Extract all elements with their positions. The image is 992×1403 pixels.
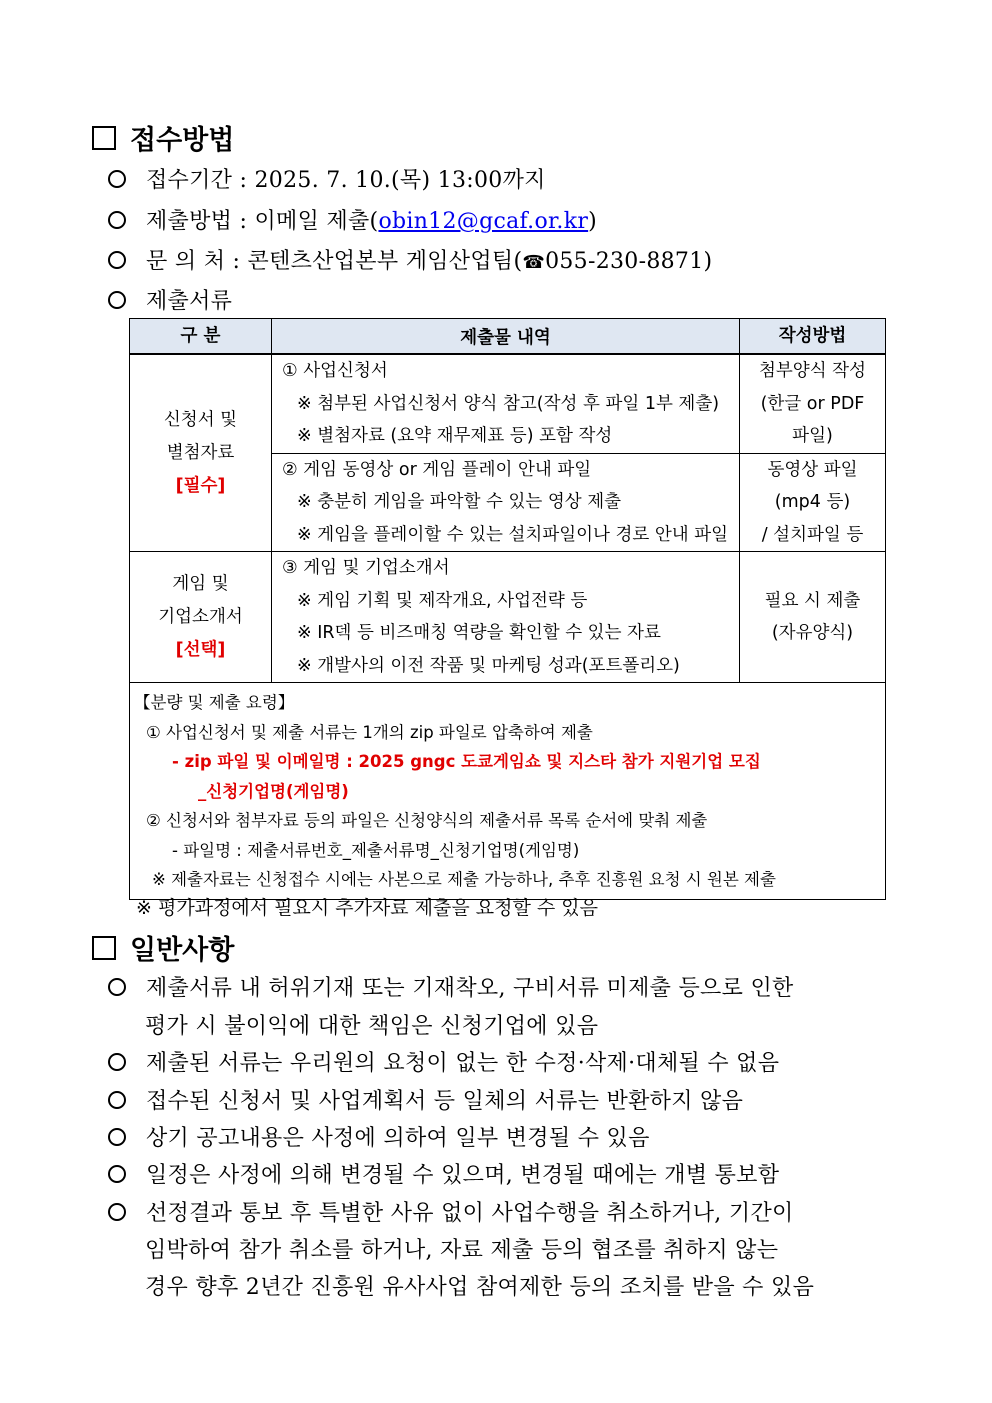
table-row <box>130 683 886 900</box>
circle-bullet-icon <box>108 211 126 229</box>
submission-period: 접수기간 : 2025. 7. 10.(목) 13:00까지 <box>108 163 546 194</box>
required-tag: [필수] <box>175 475 226 496</box>
submission-guidelines: 【분량 및 제출 요령】 ① 사업신청서 및 제출 서류는 1개의 zip 파일로 압축하여 제출 - zip 파일 및 이메일명 : 2025 gngc 도쿄게임쇼 및 지스타 참가 지원기업 모집 _신청기업명(게임명) ② 신청서와 첨부자료 등의 파일은 신청양식의 제출서류 목록 순서에 맞춰 제출 - 파일명 : 제출서류번호_제출서류명_신청기업명(게임명) ※ 제출자료는 신청접수 시에는 사본으로 제출 가능하나, 추후 진흥원 요청 시 원본 제출 <box>130 683 886 900</box>
section-title-text: 접수방법 <box>130 125 235 156</box>
section-title-submission <box>92 118 234 157</box>
general-item: 접수된 신청서 및 사업계획서 등 일체의 서류는 반환하지 않음 <box>108 1084 743 1115</box>
item-game-video: ② 게임 동영상 or 게임 플레이 안내 파일 ※ 충분히 게임을 파악할 수 있는 영상 제출 ※ 게임을 플레이할 수 있는 설치파일이나 경로 안내 파일 <box>272 453 740 552</box>
guidelines-heading: 【분량 및 제출 요령】 <box>134 693 295 712</box>
category-required: 신청서 및 별첨자료 [필수] <box>130 354 272 552</box>
general-item-continuation: 임박하여 참가 취소를 하거나, 자료 제출 등의 협조를 취하지 않는 <box>145 1238 779 1263</box>
general-item-continuation: 평가 시 불이익에 대한 책임은 신청기업에 있음 <box>145 1014 599 1039</box>
checkbox-square-icon <box>92 126 116 150</box>
circle-bullet-icon <box>108 1128 126 1146</box>
table-row <box>130 354 886 453</box>
circle-bullet-icon <box>108 251 126 269</box>
circle-bullet-icon <box>108 170 126 188</box>
general-item: 제출된 서류는 우리원의 요청이 없는 한 수정·삭제·대체될 수 없음 <box>108 1046 779 1077</box>
checkbox-square-icon <box>92 936 116 960</box>
header-contents: 제출물 내역 <box>272 319 740 355</box>
email-link[interactable]: obin12@gcaf.or.kr <box>378 209 589 234</box>
method-game-video: 동영상 파일 (mp4 등) / 설치파일 등 <box>740 453 886 552</box>
submission-docs-label: 제출서류 <box>108 284 232 315</box>
phone-icon: ☎ <box>522 252 546 273</box>
general-item: 제출서류 내 허위기재 또는 기재착오, 구비서류 미제출 등으로 인한 <box>108 971 794 1002</box>
general-item: 일정은 사정에 의해 변경될 수 있으며, 변경될 때에는 개별 통보함 <box>108 1158 779 1189</box>
table-row <box>130 552 886 683</box>
general-item: 선정결과 통보 후 특별한 사유 없이 사업수행을 취소하거나, 기간이 <box>108 1196 794 1227</box>
general-item: 상기 공고내용은 사정에 의하여 일부 변경될 수 있음 <box>108 1121 650 1152</box>
method-company-intro: 필요 시 제출 (자유양식) <box>740 552 886 683</box>
contact-info: 문 의 처 : 콘텐츠산업본부 게임산업팀(☎055-230-8871) <box>108 244 712 275</box>
category-optional: 게임 및 기업소개서 [선택] <box>130 552 272 683</box>
circle-bullet-icon <box>108 978 126 996</box>
item-application-form: ① 사업신청서 ※ 첨부된 사업신청서 양식 참고(작성 후 파일 1부 제출) ※ 별첨자료 (요약 재무제표 등) 포함 작성 <box>272 354 740 453</box>
circle-bullet-icon <box>108 1165 126 1183</box>
table-header-row <box>130 319 886 355</box>
general-item-continuation: 경우 향후 2년간 진흥원 유사사업 참여제한 등의 조치를 받을 수 있음 <box>145 1275 815 1300</box>
circle-bullet-icon <box>108 1091 126 1109</box>
submission-method: 제출방법 : 이메일 제출(obin12@gcaf.or.kr) <box>108 204 597 235</box>
method-application-form: 첨부양식 작성 (한글 or PDF 파일) <box>740 354 886 453</box>
circle-bullet-icon <box>108 1203 126 1221</box>
header-category: 구 분 <box>130 319 272 355</box>
header-method: 작성방법 <box>740 319 886 355</box>
item-company-intro: ③ 게임 및 기업소개서 ※ 게임 기획 및 제작개요, 사업전략 등 ※ IR덱 등 비즈매칭 역량을 확인할 수 있는 자료 ※ 개발사의 이전 작품 및 마케팅 성과(포트폴리오) <box>272 552 740 683</box>
zip-naming-rule: - zip 파일 및 이메일명 : 2025 gngc 도쿄게임쇼 및 지스타 참가 지원기업 모집 <box>172 752 761 771</box>
section-title-general <box>92 928 234 967</box>
circle-bullet-icon <box>108 1053 126 1071</box>
circle-bullet-icon <box>108 291 126 309</box>
optional-tag: [선택] <box>175 639 226 660</box>
additional-docs-note: ※ 평가과정에서 필요시 추가자료 제출을 요청할 수 있음 <box>136 897 598 919</box>
section-title-text: 일반사항 <box>130 935 235 966</box>
submission-docs-table <box>129 318 886 900</box>
